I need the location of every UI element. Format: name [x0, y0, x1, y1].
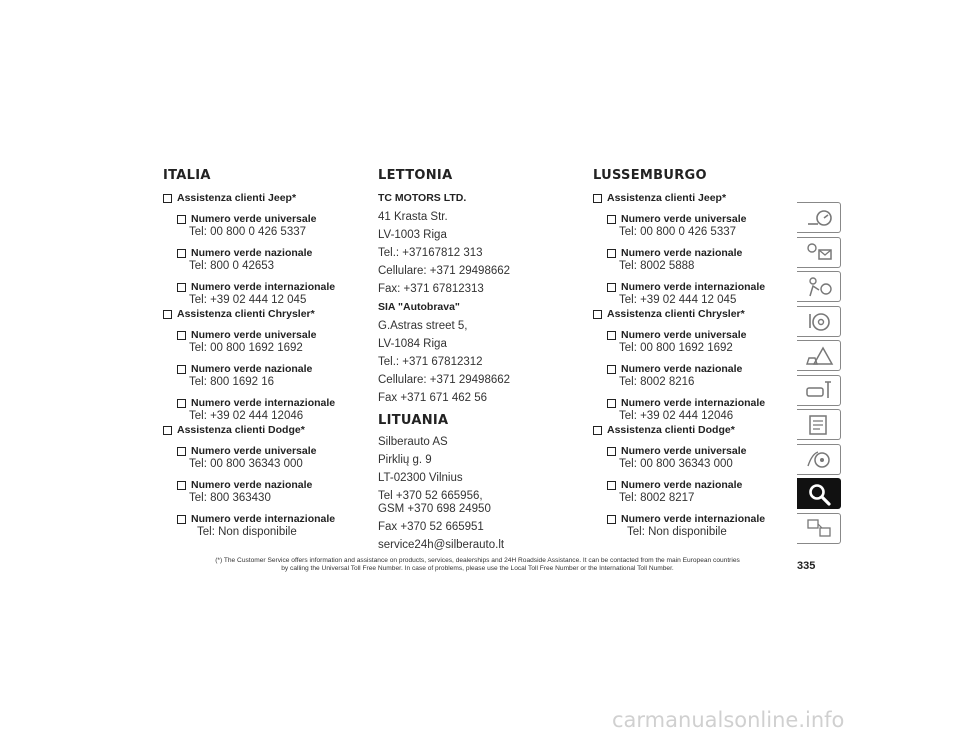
- checkbox-bullet-icon: [177, 283, 186, 292]
- service-group: [593, 308, 798, 423]
- number-label-text: Numero verde universale: [191, 445, 317, 457]
- checkbox-bullet-icon: [593, 194, 602, 203]
- service-group: [163, 424, 368, 539]
- steering-start-icon: [804, 309, 834, 333]
- number-label-text: Numero verde internazionale: [621, 281, 766, 293]
- mobile-line: Cellulare: +371 29498662: [378, 265, 511, 277]
- number-label: [607, 513, 798, 526]
- checkbox-bullet-icon: [607, 331, 616, 340]
- number-label-text: Numero verde universale: [191, 329, 317, 341]
- chapter-tab-lights-messages[interactable]: [797, 237, 841, 268]
- number-entry: [177, 513, 368, 539]
- number-label-text: Numero verde universale: [621, 445, 747, 457]
- group-title: [593, 192, 798, 205]
- phone-line: Tel.: +37167812 313: [378, 247, 483, 259]
- checkbox-bullet-icon: [607, 365, 616, 374]
- number-label: [607, 247, 798, 260]
- number-label: [607, 397, 798, 410]
- number-value: Tel: +39 02 444 12046: [619, 410, 734, 422]
- italia-groups: [163, 192, 368, 539]
- number-entry: [177, 329, 368, 355]
- checkbox-bullet-icon: [593, 310, 602, 319]
- fax-line: Fax +370 52 665951: [378, 521, 484, 533]
- lussemburgo-groups: [593, 192, 798, 539]
- number-value: Tel: Non disponibile: [197, 526, 297, 538]
- page-number: 335: [797, 560, 816, 572]
- number-value: Tel: +39 02 444 12046: [189, 410, 304, 422]
- service-group: [163, 308, 368, 423]
- group-title-text: Assistenza clienti Chrysler*: [607, 308, 745, 320]
- number-entry: [177, 363, 368, 389]
- chapter-tab-dashboard-info[interactable]: [797, 202, 841, 233]
- checkbox-bullet-icon: [177, 515, 186, 524]
- number-label-text: Numero verde internazionale: [621, 513, 766, 525]
- number-entry: [177, 281, 368, 307]
- number-label: [177, 281, 368, 294]
- fax-line: Fax: +371 67812313: [378, 283, 484, 295]
- number-entry: [607, 445, 798, 471]
- number-label: [607, 213, 798, 226]
- checkbox-bullet-icon: [163, 310, 172, 319]
- company-name: TC MOTORS LTD.: [378, 192, 467, 204]
- checkbox-bullet-icon: [177, 481, 186, 490]
- number-label: [177, 363, 368, 376]
- phone-line: Tel.: +371 67812312: [378, 356, 483, 368]
- number-value: Tel: 8002 8217: [619, 492, 695, 504]
- checkbox-bullet-icon: [607, 481, 616, 490]
- footnote: [165, 557, 790, 572]
- group-title-text: Assistenza clienti Chrysler*: [177, 308, 315, 320]
- number-label-text: Numero verde nazionale: [191, 479, 313, 491]
- watermark: carmanualsonline.info: [612, 708, 845, 732]
- chapter-tab-service-maintenance[interactable]: [797, 375, 841, 406]
- number-label: [607, 363, 798, 376]
- group-title: [163, 424, 368, 437]
- footnote-line: by calling the Universal Toll Free Number. In case of problems, please use the Local Toll Free Number or the International Toll Number.: [281, 564, 674, 572]
- checkbox-bullet-icon: [593, 426, 602, 435]
- number-label: [177, 247, 368, 260]
- checkbox-bullet-icon: [177, 365, 186, 374]
- number-label-text: Numero verde internazionale: [621, 397, 766, 409]
- number-entry: [607, 397, 798, 423]
- group-title: [593, 424, 798, 437]
- number-value: Tel: 00 800 36343 000: [189, 458, 303, 470]
- number-label-text: Numero verde nazionale: [191, 363, 313, 375]
- number-label: [607, 329, 798, 342]
- number-entry: [607, 281, 798, 307]
- search-index-icon: [804, 482, 834, 506]
- number-label-text: Numero verde universale: [621, 329, 747, 341]
- number-entry: [177, 397, 368, 423]
- number-label: [177, 513, 368, 526]
- fax-line: Fax +371 671 462 56: [378, 392, 488, 404]
- chapter-tabs-sidebar: [797, 202, 841, 547]
- number-value: Tel: 00 800 36343 000: [619, 458, 733, 470]
- address-line: LV-1084 Riga: [378, 338, 447, 350]
- company-line: Silberauto AS: [378, 436, 448, 448]
- number-value: Tel: Non disponibile: [627, 526, 727, 538]
- footnote-line: (*) The Customer Service offers information and assistance on products, services, dealerships and 24H Roadside Assistance. It can be contacted from the main European countries: [215, 557, 740, 564]
- number-label-text: Numero verde nazionale: [621, 247, 743, 259]
- technical-specs-icon: [804, 413, 834, 437]
- checkbox-bullet-icon: [607, 249, 616, 258]
- gsm-line: GSM +370 698 24950: [378, 503, 491, 515]
- address-line: LT-02300 Vilnius: [378, 472, 463, 484]
- checkbox-bullet-icon: [607, 283, 616, 292]
- number-label-text: Numero verde nazionale: [621, 363, 743, 375]
- address-line: G.Astras street 5,: [378, 320, 468, 332]
- group-title: [163, 308, 368, 321]
- number-entry: [607, 329, 798, 355]
- mobile-line: Cellulare: +371 29498662: [378, 374, 511, 386]
- column-lussemburgo: [593, 168, 798, 540]
- address-line: Pirklių g. 9: [378, 454, 432, 466]
- section-heading-lussemburgo: LUSSEMBURGO: [593, 168, 707, 183]
- checkbox-bullet-icon: [163, 426, 172, 435]
- group-title-text: Assistenza clienti Dodge*: [607, 424, 735, 436]
- email-line: service24h@silberauto.lt: [378, 539, 505, 551]
- number-label-text: Numero verde internazionale: [191, 513, 336, 525]
- number-value: Tel: +39 02 444 12 045: [189, 294, 307, 306]
- group-title: [163, 192, 368, 205]
- number-value: Tel: 8002 8216: [619, 376, 695, 388]
- chapter-tab-search-index[interactable]: [797, 478, 841, 509]
- breakdown-warning-icon: [804, 344, 834, 368]
- phone-line: Tel +370 52 665956,: [378, 490, 483, 502]
- checkbox-bullet-icon: [607, 215, 616, 224]
- number-entry: [607, 479, 798, 505]
- chapter-tab-languages[interactable]: [797, 513, 841, 544]
- lights-messages-icon: [804, 240, 834, 264]
- number-value: Tel: 800 363430: [189, 492, 271, 504]
- checkbox-bullet-icon: [177, 399, 186, 408]
- number-entry: [177, 445, 368, 471]
- number-label: [177, 213, 368, 226]
- checkbox-bullet-icon: [607, 447, 616, 456]
- number-entry: [607, 513, 798, 539]
- company-name: SIA "Autobrava": [378, 301, 460, 313]
- chapter-tab-technical-specs[interactable]: [797, 409, 841, 440]
- service-group: [163, 192, 368, 307]
- checkbox-bullet-icon: [607, 399, 616, 408]
- group-title-text: Assistenza clienti Jeep*: [177, 192, 297, 204]
- number-label: [607, 445, 798, 458]
- group-title-text: Assistenza clienti Dodge*: [177, 424, 305, 436]
- number-value: Tel: 00 800 1692 1692: [189, 342, 303, 354]
- number-label: [607, 479, 798, 492]
- number-entry: [177, 247, 368, 273]
- chapter-tab-steering-start[interactable]: [797, 306, 841, 337]
- number-entry: [177, 479, 368, 505]
- number-label-text: Numero verde internazionale: [191, 281, 336, 293]
- number-value: Tel: 00 800 0 426 5337: [189, 226, 307, 238]
- checkbox-bullet-icon: [607, 515, 616, 524]
- checkbox-bullet-icon: [177, 447, 186, 456]
- section-heading-italia: ITALIA: [163, 168, 211, 183]
- column-lettonia: [378, 168, 583, 557]
- number-label-text: Numero verde nazionale: [621, 479, 743, 491]
- number-value: Tel: 00 800 0 426 5337: [619, 226, 737, 238]
- section-heading-lettonia: LETTONIA: [378, 168, 453, 183]
- dashboard-info-icon: [804, 206, 834, 230]
- service-group: [593, 424, 798, 539]
- chapter-tab-breakdown-warning[interactable]: [797, 340, 841, 371]
- number-label-text: Numero verde internazionale: [191, 397, 336, 409]
- number-entry: [607, 213, 798, 239]
- number-label-text: Numero verde nazionale: [191, 247, 313, 259]
- number-entry: [607, 247, 798, 273]
- number-label: [177, 445, 368, 458]
- service-maintenance-icon: [804, 378, 834, 402]
- number-value: Tel: 00 800 1692 1692: [619, 342, 733, 354]
- section-heading-lituania: LITUANIA: [378, 413, 449, 428]
- number-label-text: Numero verde universale: [191, 213, 317, 225]
- number-label: [607, 281, 798, 294]
- checkbox-bullet-icon: [177, 331, 186, 340]
- address-line: 41 Krasta Str.: [378, 211, 448, 223]
- group-title: [593, 308, 798, 321]
- checkbox-bullet-icon: [177, 215, 186, 224]
- column-italia: [163, 168, 368, 540]
- number-label: [177, 329, 368, 342]
- number-entry: [607, 363, 798, 389]
- number-value: Tel: 800 1692 16: [189, 376, 275, 388]
- languages-icon: [804, 516, 834, 540]
- address-line: LV-1003 Riga: [378, 229, 447, 241]
- number-value: Tel: +39 02 444 12 045: [619, 294, 737, 306]
- checkbox-bullet-icon: [177, 249, 186, 258]
- number-value: Tel: 800 0 42653: [189, 260, 275, 272]
- service-group: [593, 192, 798, 307]
- number-label: [177, 397, 368, 410]
- checkbox-bullet-icon: [163, 194, 172, 203]
- safety-airbag-icon: [804, 275, 834, 299]
- number-label-text: Numero verde universale: [621, 213, 747, 225]
- multimedia-icon: [804, 447, 834, 471]
- chapter-tab-safety-airbag[interactable]: [797, 271, 841, 302]
- number-value: Tel: 8002 5888: [619, 260, 695, 272]
- number-label: [177, 479, 368, 492]
- group-title-text: Assistenza clienti Jeep*: [607, 192, 727, 204]
- number-entry: [177, 213, 368, 239]
- chapter-tab-multimedia[interactable]: [797, 444, 841, 475]
